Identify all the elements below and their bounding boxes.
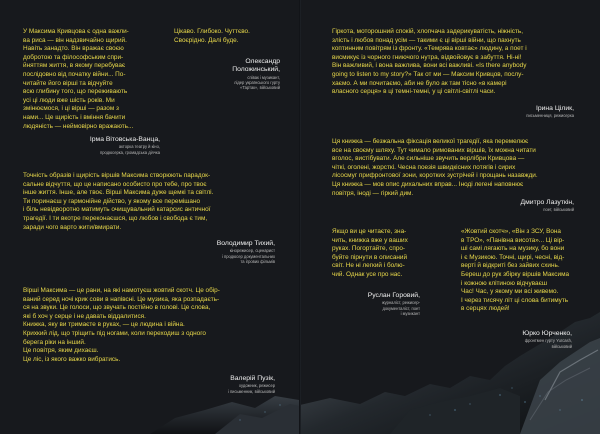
author-horovyi xyxy=(330,292,420,316)
author-puzik xyxy=(150,375,275,394)
author-name: Дмитро Лазуткін, xyxy=(520,199,574,206)
quote-tykhyi: Точність образів і щирість віршів Максима створюють парадок- сальне відчуття, що це написано особисто про тебе, про твоє інше життя. Інше, але твоє. Вірші Максима дуже щемкі та світлі. Ти поринаєш у гармонійне дійство, у якому все перемішано і біль невідворотно матимуть очищувальний катарсис античної трагедії. І ти вкотре переконаєшся, що любов і свобода є тим, заради чого варто жити/вмирати. xyxy=(23,172,214,231)
quote-polozhynskyi: Цікаво. Глибоко. Чуттєво. Своєрідно. Далі буде. xyxy=(174,28,250,44)
author-yurchenko xyxy=(476,330,572,349)
author-role: акторка театру й кіно, продюсерка, громадська діячка xyxy=(100,144,160,155)
author-role: поет, військовий xyxy=(543,207,574,213)
quote-yurchenko: «Жовтий скотч», «Він з ЗСУ, Вона в ТРО», «Панівна висота»... Ці вір- ші самі лягають на музику, бо вони і є Музикою. Точні, щирі, чесні, від- верті й відкриті без зайвих схинь. Береш до рук збірку віршів Максима і кожною клітиною відчуваєш Час! Час, у якому ми всі живемо. І через тисячу літ ці слова битимуть в серцях людей! xyxy=(461,228,570,313)
author-role: співак і музикант, лідер українського гурту «Тартак», військовий xyxy=(234,74,280,91)
quote-puzik: Вірші Максима — це рани, на які намотуєш жовтий скотч. Це обір- ваний серед ночі крик сови в напівсні. Це музика, яка розпадаєть- ся на звуки. Це голоси, що звучать постійно в голові. Це слова, які б хоч у серце і не давать віддалитися. Книжка, яку ви тримаєте в руках, — це людина і війна. Крихкий лід, що тріщить під ногами, коли переходиш з одного берега ріки на інший. Це повітря, яким дихаєш. Це ліс, із якого важко вибратись. xyxy=(23,287,220,363)
author-name: Володимир Тихий, xyxy=(216,240,275,247)
quote-irma: У Максима Кривцова є одна важли- ва риса — він надзвичайно щирий. Навіть занадто. Він вражає своєю добротою та філософським спри- йняттям життя, в якому перебуває послідовно від початку війни... По- читайте його вірші та відчуйте всю глибину того, що переживають усі ці люди вже шість років. Ми змінюємося, і ці вірші — разом з нами... Це щирість і вміння бачити людяність — неймовірно вражають... xyxy=(23,28,134,130)
quote-lazutkin: Ця книжка — безжальна фіксація великої трагедії, яка перемелює все на своєму шляху. Тут чимало римованих віршів, їх можна читати вголос, вистібувати. Але сильніше звучить верлібри Кривцова — чіткі, оголені, жорсткі. Чесна поезія швидкісних потягів і сирих лісосмуг прифронтової зони, коротких зустрічей і прощань назавжди. Ця книжка — мов опис дихальних вправ... Іноді легені наповнює повітря, іноді — гіркий дим. xyxy=(332,138,538,197)
author-name: Ірина Цілик, xyxy=(535,105,574,112)
author-role: художник, режисер і письменник, військовий xyxy=(227,383,275,394)
author-role: письменниця, режисерка xyxy=(526,113,574,119)
author-role: кінорежисер, сценарист і продюсер документальних та ігрових фільмів xyxy=(221,248,275,264)
author-name: Ірма Вітовська-Ванца, xyxy=(89,136,160,143)
author-role: журналіст, режисер- документаліст, поет і музикант xyxy=(381,300,420,316)
quote-horovyi: Якщо ви це читаєте, зна- чить, книжка вже у ваших руках. Погортайте, спро- буйте пірнути в описаний світ. Не ні легкий і болю- чий. Однак усе про нас. xyxy=(332,228,408,278)
quote-tsilyk: Гіркота, моторошний спокій, хлопчача задерикуватість, ніжність, злість і любов понад усім — такими є ці вірші війни, що пахнуть коптинним повітрям із фронту. «Темрява ковтає» людину, а поет і висмикує із чорного гниючого нутра, відвойовує в забуття. Ні-ні! Він важливий, і вона важлива, вони всі важливі. «Is there anybody going to listen to my story?» Так от ми — Максим Кривцов, послу- хаємо. А ми почитаємо, аби не було ак там тісно «в камері власного серця» в ці темні-темні, у ці світлі-світлі часи. xyxy=(332,28,527,96)
author-irma xyxy=(60,136,160,155)
author-name: Юрко Юрченко, xyxy=(522,330,572,337)
right-page xyxy=(300,0,600,434)
author-name: Олександр Положинський, xyxy=(232,58,280,74)
author-name: Валерій Пузік, xyxy=(230,375,275,382)
author-tykhyi xyxy=(150,240,275,264)
author-role: фронтмен гурту Yurcash, військовий xyxy=(524,338,572,349)
author-tsilyk xyxy=(470,105,574,119)
author-polozhynskyi xyxy=(190,58,280,90)
author-lazutkin xyxy=(470,199,574,213)
author-name: Руслан Горовий, xyxy=(367,292,420,299)
